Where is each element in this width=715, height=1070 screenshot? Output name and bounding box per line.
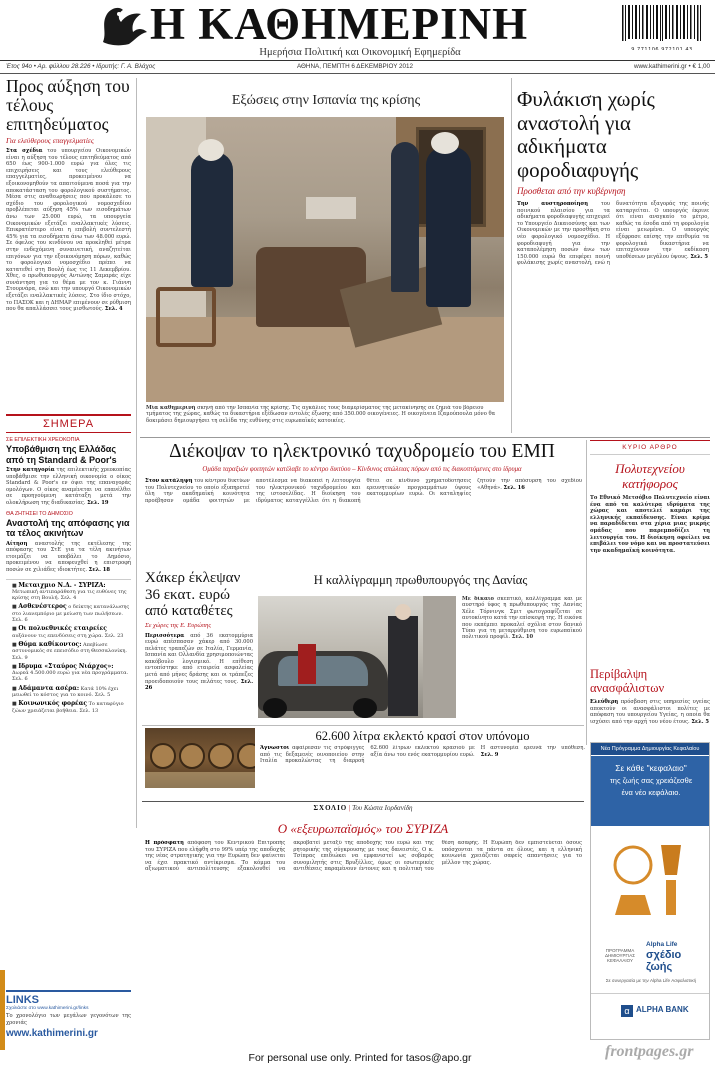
brief-item: ■ Ιδρυμα «Σταύρος Νιάρχος»: Δωρεά 4.500.000 ευρώ για νέα προγράμματα. Σελ. 6: [12, 662, 129, 683]
denmark-caption: [462, 596, 582, 721]
eviction-caption-text: σκηνή από την Ισπανία της κρίσης. Τις αγκάλιες τους διαμερίσματος της μετακίνησης σε ζημιά του βόρειου τμήματος της χώρας, καθώς τα δικαστήρια εξέδωσαν εντολές έξωσης από 350.000 οικογένειες. Η οικογένεια Ιζαμούπουλα μόνο θα δοκιμάσει δημιουργήσει τη σελίδα της ευθύνης στις ευρωπαϊκές κατοικίες.: [146, 405, 496, 424]
center-lead-headline: Εξώσεις στην Ισπανία της κρίσης: [231, 93, 421, 108]
editorial-body: Το Εθνικό Μετσόβιο Πολυτεχνείο είναι ένα από τα καλύτερα ιδρύματα της χώρας και αποτελεί καμάρι της ελληνικής εκπαίδευσης. Είναι κρίμα να παραδίδεται στα χέρια μιας μικρής ομάδας που παρεμποδίζει τη λειτουργία του. Η διοίκηση οφείλει να επιβάλει τον νόμο και να προστατεύσει την ακαδημαϊκή κοινότητα.: [590, 495, 710, 554]
links-text: Το χρονολόγιο των μεγάλων γεγονότων της χρονιάς: [6, 1013, 131, 1026]
kicker-1: ΣΕ ΕΠΙΛΕΚΤΙΚΗ ΧΡΕΟΚΟΠΙΑ: [6, 437, 80, 443]
briefs-list: [6, 579, 131, 714]
body-2-text: αναστολής της εκτέλεσης της απόφασης του ΣτΕ για τα τέλη ακινήτων ετοιμάζει να υποβάλει το Δημόσιο, προκειμένου να αποφευχθεί η επιστροφή ποσών σε χιλιάδες ιδιοκτήτες.: [6, 540, 131, 573]
ad-illustration: [611, 835, 691, 925]
hackers-body-text: από 36 εκατομμύρια ευρώ απέσπασαν χάκερ από 30.000 πελάτες τραπεζών σε Ιταλία, Γερμανία, Ισπανία και Ολλανδία χρησιμοποιώντας κακόβουλο λογισμικό. Η επίθεση εντοπίστηκε από εταιρεία ασφαλείας μετά από μήνες δράσης και οι τράπεζες προειδοποιούν τους πελάτες τους.: [145, 632, 253, 685]
links-title: LINKS: [6, 994, 39, 1006]
opinion-body-text: απόφαση του Κεντρικού Επιτροπής του ΣΥΡΙΖΑ που ελήφθη στο 99% υπέρ της αποδοχής της νέας στρατηγικής για την Ευρώπη δεν φαίνεται να έχει πρακτικό αντίκρισμα. Το κόμμα του αξιωματικού αντιπολίτευσης εξακολουθεί να ακροβατεί μεταξύ της αποδοχής του ευρώ και της ρητορικής της σύγκρουσης με τους δανειστές. Ο κ. Τσίπρας επιδιώκει να εμφανιστεί ως σοβαρός συνομιλητής στις Βρυξέλλες, όμως οι εσωτερικές αντιθέσεις παραμένουν έντονες και η πολιτική του θέση ασαφής. Η Ευρώπη δεν εμπιστεύεται όσους υπόσχονται τα πάντα σε όλους, και η ελληνική κοινωνία χρειάζεται σαφείς απαντήσεις για το μέλλον της χώρας.: [145, 840, 582, 873]
ad-top-banner: Νέα Πρόγραμμα Δημιουργίας Κεφαλαίου: [591, 743, 709, 755]
brief-item: ■ Αδάμαντα ασέρα: Κατά 10% έχει μειωθεί το κόστος για το κοινό. Σελ. 5: [12, 684, 119, 698]
hackers-headline: Χάκερ έκλεψαν 36 εκατ. ευρώ από καταθέτες: [145, 570, 241, 619]
ad-bottom-note: Σε συνεργασία με την Alpha Life Ασφαλιστική: [605, 978, 697, 983]
ad-program: ΠΡΟΓΡΑΜΜΑ ΔΗΜΙΟΥΡΓΙΑΣ ΚΕΦΑΛΑΙΟΥ: [604, 948, 636, 963]
wine-page-ref: Σελ. 9: [480, 751, 499, 758]
body-2-ref: Σελ. 18: [88, 566, 110, 573]
brief-item: ■ Ασθενέστερος ο δείκτης κατανάλωσης στο λιανεμπόριο με μείωση των πωλήσεων. Σελ. 6: [12, 603, 130, 624]
denmark-page-ref: Σελ. 10: [511, 634, 534, 641]
wine-photo: [145, 728, 255, 788]
title-1: Υποβάθμιση της Ελλάδας από τη Standard & Poor's: [6, 444, 117, 465]
issue-info: Έτος 94ο • Αρ. φύλλου 28.226 • Ιδρυτής: Γ. Α. Βλάχος: [6, 63, 156, 70]
opinion-byline: ΣΧΟΛΙΟ | Του Κώστα Ιορδανίδη: [313, 804, 413, 812]
emp-subhead: Ομάδα ταραξιών φοιτητών κατέλαβε το κέντρο δικτύου – Κίνδυνος απώλειας πόρων από τις διακοπτόμενες στο ίδρυμα: [202, 466, 522, 473]
fireworks-body: [590, 699, 710, 725]
emp-page-ref: Σελ. 16: [503, 484, 525, 491]
left-lead-page-ref: Σελ. 4: [104, 306, 123, 313]
opinion-body-lead: Η πρόσφατη: [145, 840, 184, 846]
left-lead-body-lead: Στα σχέδια: [6, 148, 43, 154]
opinion-column: ΣΧΟΛΙΟ: [313, 804, 348, 812]
eviction-caption: [146, 405, 504, 433]
dateline: ΑΘΗΝΑ, ΠΕΜΠΤΗ 6 ΔΕΚΕΜΒΡΙΟΥ 2012: [296, 63, 414, 70]
right-lead-headline: Φυλάκιση χωρίς αναστολή για αδικήματα φοροδιαφυγής: [517, 88, 655, 182]
web-price: www.kathimerini.gr • € 1,00: [633, 63, 710, 70]
ad-brand-big: σχέδιο ζωής: [646, 949, 682, 973]
wine-body-text: αφαίρεσαν τις στρόφιγγες από τις δεξαμενές οινοποιείου στην Ιταλία προκαλώντας τη διαρροή 62.600 λίτρων εκλεκτού κρασιού με αξία άνω του ενός εκατομμυρίου ευρώ. Η αστυνομία ερευνά την υπόθεση.: [260, 745, 585, 765]
links-url[interactable]: www.kathimerini.gr: [6, 1028, 98, 1040]
logo-emblem: [95, 2, 150, 48]
right-lead-article: [517, 88, 709, 433]
hackers-page-ref: Σελ. 26: [145, 678, 253, 692]
wine-body-lead: Άγνωστοι: [260, 745, 290, 751]
left-lead-subhead: Για ελεύθερους επαγγελματίες: [6, 136, 94, 145]
brief-item: ■ Θύμα καθίκοντος: Απεβίωσε αστυνομικός σε επεισόδιο στη Θεσσαλονίκη. Σελ. 9: [12, 640, 127, 661]
hackers-subhead: Σε χώρες της Ε. Ευρώπης: [145, 621, 212, 629]
editorial-title: Πολυτεχνείου κατήφορος: [615, 461, 685, 491]
fireworks-title: Περίβαλψη ανασφάλιστων: [590, 667, 665, 695]
right-lead-subhead: Προσθεται από την κυβέρνηση: [517, 186, 626, 196]
kicker-2: ΘΑ ΖΗΤΗΣΕΙ ΤΟ ΔΗΜΟΣΙΟ: [6, 510, 73, 517]
denmark-photo: [258, 596, 456, 718]
body-1-lead: Στην κατηγορία: [6, 467, 55, 473]
brief-item: ■ Μεταιχμιο Ν.Δ. - ΣΥΡΙΖΑ: Μετωπική αντιπαράθεση για τις ευθύνες της κρίσης στη Βουλή. Σελ. 4: [12, 581, 127, 602]
masthead: [0, 0, 715, 62]
fireworks-page-ref: Σελ. 5: [691, 718, 709, 725]
masthead-title: Η ΚΑΘΗΜΕΡΙΝΗ: [150, 0, 529, 49]
body-2-lead: Αίτηση: [6, 540, 28, 547]
ad-line-1: Σε κάθε "κεφαλαιο": [615, 763, 687, 773]
right-lead-body: [517, 201, 709, 406]
opinion-title: Ο «εξευρωπαϊσμός» του ΣΥΡΙΖΑ: [277, 821, 449, 836]
ad-bank: ALPHA BANK: [636, 1005, 689, 1014]
denmark-caption-lead: Με δίκαιο: [462, 596, 494, 602]
denmark-caption-text: σκεπτικό, καλλίγραμμα και με αυστηρό ύφος η πρωθυπουργός της Δανίας Χέλε Τόρνινγκ Σμιτ φωτογραφίζεται σε αυτοκίνητο κατά την επίσκεψή της. Η εικόνα που εκπέμπει προκαλεί σχόλια στον δανικό Τύπο για τη μεταρρύθμιση του ευρωπαϊκού πολιτικού προφίλ.: [462, 596, 582, 641]
links-sub: Σχολιάστε στο www.kathimerini.gr/links: [6, 1006, 89, 1011]
emp-body-lead: Στον κατάληψη: [145, 478, 193, 484]
left-lead-body: [6, 148, 131, 313]
left-lead-headline: Προς αύξηση του τέλους επιτηδεύματος: [6, 77, 130, 134]
emp-body: [145, 478, 582, 564]
ad-brand-small: Alpha Life: [646, 941, 678, 948]
fireworks-box: [590, 667, 710, 737]
hackers-article: [145, 570, 253, 730]
body-1: [6, 467, 131, 507]
body-2: [6, 541, 131, 574]
left-sections: [6, 414, 131, 1034]
fireworks-body-lead: Ελεύθερη: [590, 699, 619, 705]
hackers-body: [145, 633, 253, 692]
links-box: [6, 990, 131, 1048]
brief-item: ■ Κοινωνικός φορέας Το καταφύγιο ζώων χρειάζεται βοήθεια. Σελ. 13: [12, 700, 124, 714]
ad-line-3: ένα νέο κεφάλαιο.: [621, 788, 681, 797]
opinion-author: Του Κώστα Ιορδανίδη: [352, 804, 413, 812]
alpha-logo-icon: α: [621, 1005, 633, 1017]
barcode-numbers: 9 771106 972101 43: [631, 47, 693, 50]
opinion-body: [145, 840, 582, 1040]
masthead-subtitle: Ημερήσια Πολιτική και Οικονομική Εφημερίδα: [259, 47, 461, 58]
eviction-caption-lead: Μία καθημερινή: [146, 405, 196, 411]
right-lead-body-text: του ποινικού πλαισίου για τα αδικήματα φοροδιαφυγής επιχειρεί το Υπουργείο Δικαιοσύνης και των Οικονομικών με την προσθήκη στο νέο φορολογικό νομοσχέδιο. Η φοροδιαφυγή για την καταπολέμηση ποσών άνω των 150.000 ευρώ θα επιφέρει ποινή φυλάκισης χωρίς αναστολή, ενώ η δυνατότητα εξαγοράς της ποινής καταργείται. Ο υπουργός έκρινε ότι είναι αναγκαίο το μέτρο, καθώς τα έσοδα από τη φορολογία είναι μειωμένα. Ο υπουργός εξέφρασε επίσης την επιθυμία τα φορολογικά δικαστήρια να επιταχύνουν την εκδίκαση υποθέσεων μεγάλου ύψους.: [517, 201, 709, 267]
fireworks-body-text: πρόσβαση στις υπηρεσίες υγείας αποκτούν οι ανασφάλιστοι πολίτες με απόφαση του υπουργείου Υγείας, η οποία θα ισχύσει από την αρχή του νέου έτους.: [590, 699, 710, 725]
left-lead-body-text: του υπουργείου Οικονομικών είναι η αύξηση του τέλους επιτηδεύματος από 650 έως 900-1.000 ευρώ για όλες τις επιχειρήσεις και τους ελεύθερους επαγγελματίες, προκειμένου να εξοικονομηθούν τα απαιτούμενα ποσά για την αποκατάσταση του φορολογικού συστήματος. Μέσα στις αναθεωρήσεις που προκάλεσε το σχέδιο του φορολογικού νομοσχεδίου προβλέπεται αύξηση 45% των εισοδημάτων άνω των 25.000 ευρώ, τα υπουργεία Οικονομικών εξετάζει εναλλακτικές λύσεις. Επικρατέστερο είναι η επιβολή συντελεστή 45% για τα εισοδήματα άνω των 48.000 ευρώ. Σε όφελος του κινδύνου να προκληθεί μέτρα στην ενδεχόμενη συναινετική, αναζητείται επιγόνων για την εξοικονόμηση πόρων, καθώς το φορολογικό νομοσχέδιο πρέπει να κατατεθεί στη Βουλή έως τις 11 Δεκεμβρίου. Χθες, ο πρωθυπουργός Αντώνης Σαμαράς είχε συνάντηση για το θέμα με τον κ. Γιάννη Στουρνάρα, ενώ και την υπουργό Οικονομικών εξετάζει εναλλακτικές λύσεις. Στο ίδιο στόχο, το ΠΑΣΟΚ και η ΔΗΜΑΡ επιμένουν σε ρύθμιση που θα απαλλάσσει τους μισθωτούς.: [6, 148, 131, 313]
left-lead-article: [6, 77, 131, 412]
brief-item: ■ Οι πολυεθνικές εταιρείες αυξάνουν τις επενδύσεις στη χώρα. Σελ. 23: [12, 625, 124, 639]
eviction-photo: [146, 117, 504, 402]
body-1-ref: Σελ. 19: [87, 499, 109, 506]
hackers-body-lead: Περισσότερα: [145, 632, 185, 639]
footer-notice: For personal use only. Printed for tasos@apo.gr: [248, 1052, 472, 1064]
wine-headline: 62.600 λίτρα εκλεκτό κρασί στον υπόνομο: [315, 729, 530, 743]
ad-line-2: της ζωής σας χρειάζεσθε: [609, 776, 693, 785]
barcode: [620, 5, 704, 50]
right-lead-body-lead: Την αυστηροποίηση: [517, 201, 588, 207]
barcode-image: [620, 5, 704, 43]
title-2: Αναστολή της απόφασης για τα τέλος ακινήτων: [6, 517, 130, 539]
emp-body-text: του κέντρου δικτύων του Πολυτεχνείου το οποίο εξυπηρετεί όλη την ακαδημαϊκή κοινότητα προέβησαν ομάδα φοιτητών με αποτέλεσμα να διακοπεί η λειτουργία του ηλεκτρονικού ταχυδρομείου και της ιστοσελίδας. Η διοίκηση του ιδρύματος καταγγέλλει ότι η διακοπή θέτει σε κίνδυνο χρηματοδοτήσεις ερευνητικών προγραμμάτων ύψους εκατομμυρίων ευρώ. Οι καταληψίες ζητούν την απόσυρση του σχεδίου «Αθηνά».: [145, 478, 582, 504]
alpha-bank-ad[interactable]: [590, 742, 710, 1040]
wine-body: [260, 745, 585, 790]
side-strip: [0, 970, 5, 1050]
footer-source: frontpages.gr: [605, 1043, 694, 1060]
emp-headline: Διέκοψαν το ηλεκτρονικό ταχυδρομείο του ΕΜΠ: [169, 441, 555, 462]
body-1-text: της επιλεκτικής χρεοκοπίας υποβάθμισε την ελληνική οικονομία ο οίκος Standard & Poor's εν όψει της επαναγοράς ομολόγων. Ο οίκος αναμένεται να επανέλθει σε προηγούμενη κατάταξη μετά την ολοκλήρωση της διαδικασίας.: [6, 467, 131, 506]
today-header: ΣΗΜΕΡΑ: [6, 414, 131, 433]
right-lead-page-ref: Σελ. 5: [690, 253, 709, 260]
denmark-headline: Η καλλίγραμμη πρωθυπουργός της Δανίας: [313, 573, 528, 587]
editorial-kicker: ΚΥΡΙΟ ΑΡΘΡΟ: [590, 440, 710, 455]
